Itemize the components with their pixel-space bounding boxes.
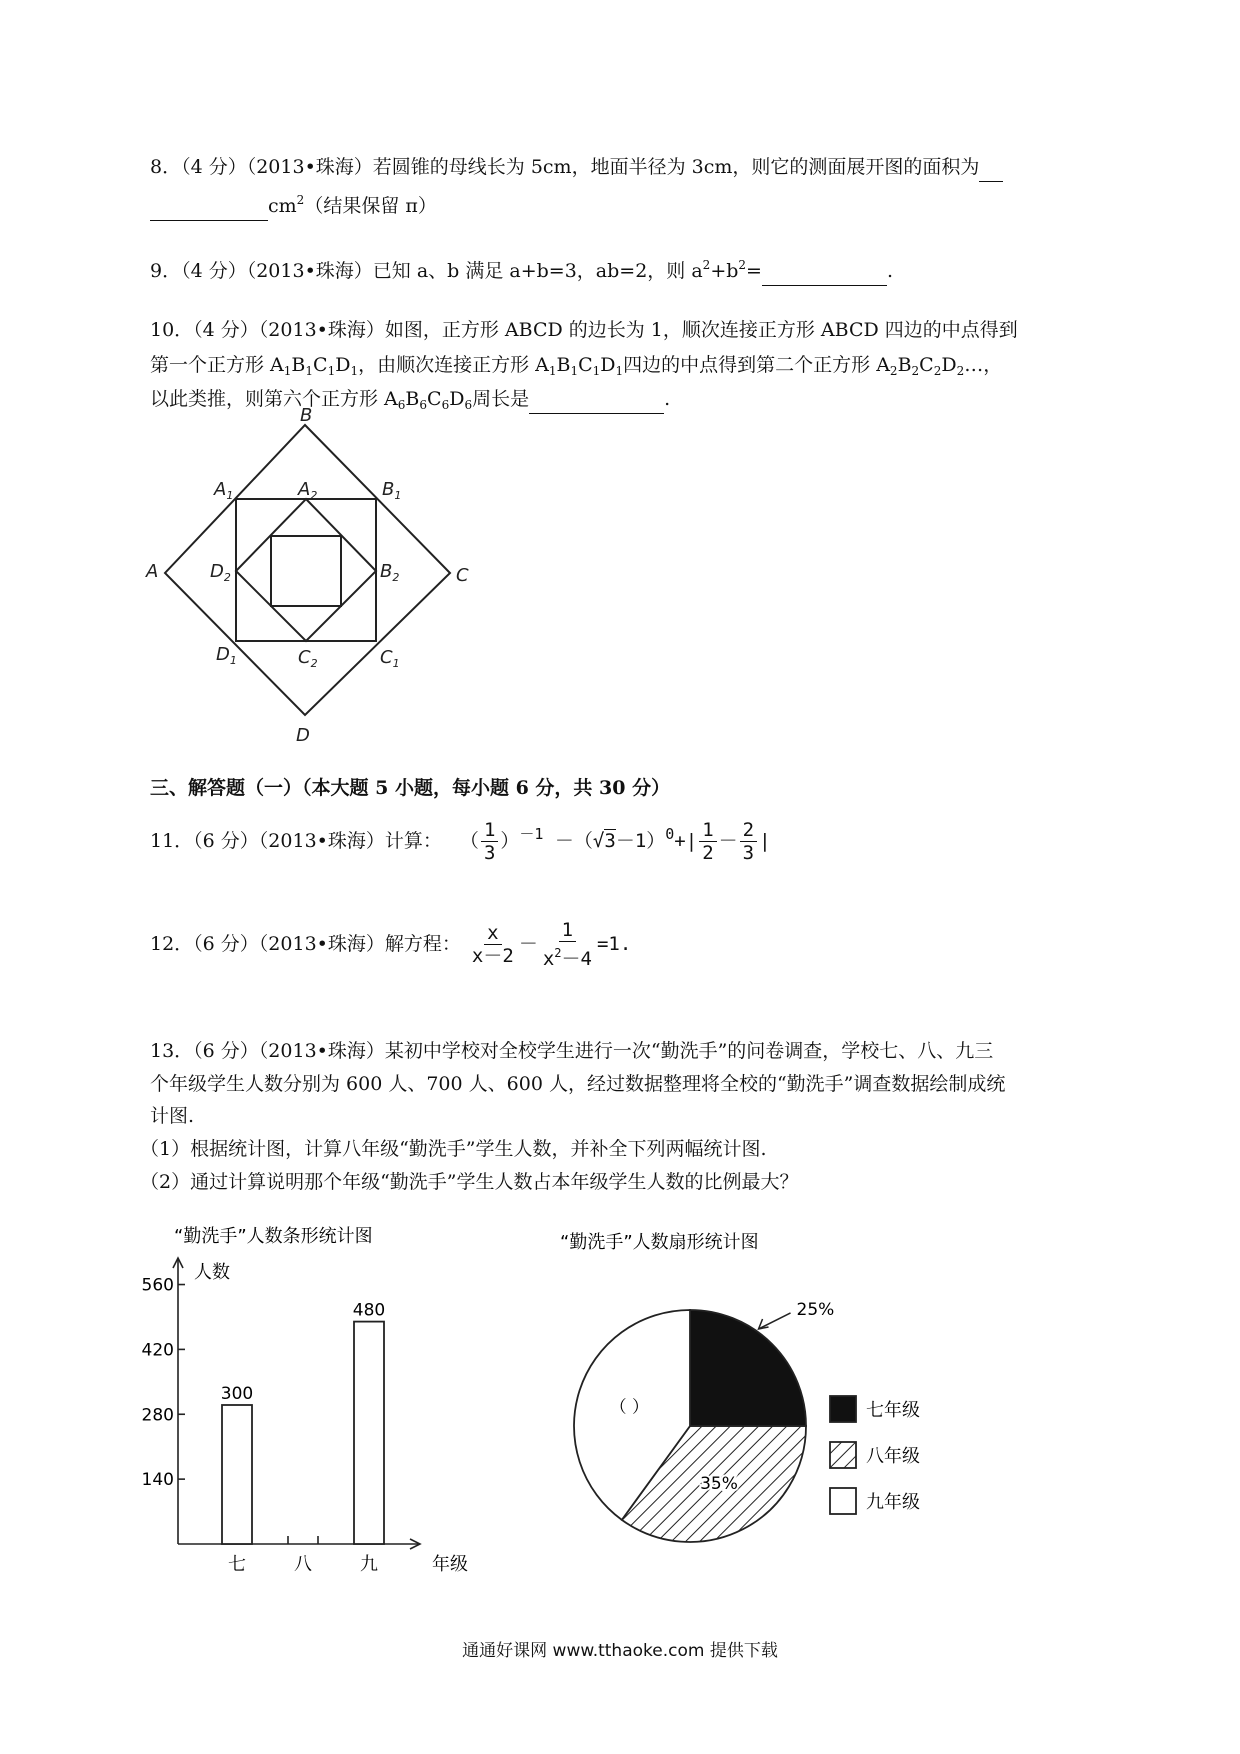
pie-slice-label: （ ） — [609, 1397, 650, 1418]
q12-line — [150, 918, 631, 970]
q8-unit: cm — [268, 195, 297, 217]
q10-text1: 10．（4 分）（2013•珠海）如图，正方形 ABCD 的边长为 1，顺次连接正方形 ABCD 四边的中点得到 — [150, 319, 1018, 341]
bar-category-label: 七 — [228, 1554, 246, 1575]
square-A2B2C2D2 — [236, 499, 376, 641]
label-B: B — [300, 405, 313, 426]
q13-line2: 个年级学生人数分别为 600 人、700 人、600 人，经过数据整理将全校的“勤洗手”调查数据绘制成统 — [150, 1073, 1006, 1095]
section3-title: 三、解答题（一）（本大题 5 小题，每小题 6 分，共 30 分） — [150, 777, 671, 799]
label-C1: $C_1$ — [380, 647, 400, 670]
q13-line1: 13．（6 分）（2013•珠海）某初中学校对全校学生进行一次“勤洗手”的问卷调查，学校七、八、九三 — [150, 1040, 994, 1062]
pie-legend-label: 八年级 — [866, 1446, 920, 1467]
q8-line2 — [150, 186, 437, 221]
q8-text: 8．（4 分）（2013•珠海）若圆锥的母线长为 5cm，地面半径为 3cm，则它的测面展开图的面积为 — [150, 156, 980, 178]
bar-y-tick-label: 140 — [141, 1470, 174, 1491]
q13-line3: 计图. — [150, 1105, 195, 1127]
square-ABCD — [165, 425, 450, 715]
q13-sub1: （1）根据统计图，计算八年级“勤洗手”学生人数，并补全下列两幅统计图. — [140, 1138, 767, 1160]
pie-legend-swatch — [830, 1442, 856, 1468]
bar-chart-xlabel: 年级 — [432, 1554, 468, 1575]
pie-legend-label: 九年级 — [866, 1492, 920, 1513]
q10-text3a: 以此类推，则第六个正方形 A — [150, 388, 398, 410]
label-D: D — [296, 725, 310, 746]
q8-unit-exp: 2 — [296, 193, 305, 207]
label-A2: $A_2$ — [298, 479, 318, 502]
label-B1: $B_1$ — [382, 479, 402, 502]
q10-line1 — [150, 316, 1018, 344]
q10-line3: 以此类推，则第六个正方形 $A_6B_6C_6D_6$周长是 . — [150, 385, 670, 419]
pie-slice-label: 35% — [700, 1473, 738, 1494]
bar-value-label: 300 — [220, 1384, 254, 1404]
label-C: C — [456, 565, 469, 586]
q9-text: 9．（4 分）（2013•珠海）已知 a、b 满足 a+b=3，ab=2，则 a — [150, 260, 703, 282]
q11-expression: （ $\frac{1}{3}$ ）$^{-1} -(√3-1)^0+|$ $\frac{1}{2}$ － $\frac{2}{3}$ | — [459, 819, 771, 864]
bar-y-tick-label: 420 — [141, 1340, 174, 1361]
nested-squares-figure — [140, 405, 480, 745]
label-A1: $A_1$ — [214, 479, 234, 502]
bar-category-label: 八 — [294, 1554, 312, 1575]
q10-text3b: 周长是 — [472, 388, 530, 410]
q12-text: 12．（6 分）（2013•珠海）解方程： — [150, 933, 461, 955]
label-B2: $B_2$ — [380, 561, 400, 584]
q9-exp1: 2 — [702, 258, 711, 272]
square-A1B1C1D1 — [236, 499, 376, 641]
pie-legend-swatch — [830, 1488, 856, 1514]
q9-end: . — [886, 260, 894, 282]
square-A3B3C3D3 — [271, 536, 341, 606]
q9-mid: +b — [710, 260, 739, 282]
q8-line1 — [150, 153, 1003, 182]
q10-text2d: …， — [964, 354, 1003, 376]
label-C2: $C_2$ — [298, 647, 318, 670]
bar-九 — [354, 1322, 384, 1544]
q12-equation: $\frac{x}{x-2}$ － $\frac{1}{x^2-4}$ =1. — [471, 919, 632, 970]
pie-legend-swatch — [830, 1396, 856, 1422]
q9-blank — [762, 257, 887, 286]
bar-chart-ylabel: 人数 — [194, 1262, 230, 1283]
bar-chart-title: “勤洗手”人数条形统计图 — [174, 1226, 373, 1247]
footer: 通通好课网 www.tthaoke.com 提供下载 — [462, 1641, 778, 1661]
bar-chart — [141, 1218, 495, 1588]
pie-slice-label: 25% — [796, 1299, 835, 1320]
pie-chart-title: “勤洗手”人数扇形统计图 — [560, 1232, 759, 1253]
q13-sub2: （2）通过计算说明那个年级“勤洗手”学生人数占本年级学生人数的比例最大？ — [140, 1171, 799, 1193]
q10-text2b: ，由顺次连接正方形 A — [358, 354, 549, 376]
bar-y-tick-label: 280 — [141, 1405, 174, 1426]
q9-exp2: 2 — [738, 258, 747, 272]
pie-slice-七年级 — [690, 1310, 806, 1426]
q11-line — [150, 810, 771, 865]
q10-line2: 第一个正方形 $A_1B_1C_1D_1$，由顺次连接正方形 $A_1B_1C_1D_1$四边的中点得到第二个正方形 $A_2B_2C_2D_2\dots$， — [150, 354, 1003, 378]
pie-chart — [560, 1228, 980, 1578]
bar-七 — [222, 1405, 252, 1544]
q8-suffix: （结果保留 π） — [304, 195, 437, 217]
label-D2: $D_2$ — [210, 561, 231, 584]
q10-text2c: 四边的中点得到第二个正方形 A — [623, 354, 890, 376]
bar-category-label: 九 — [360, 1554, 378, 1575]
label-D1: $D_1$ — [216, 644, 237, 667]
bar-value-label: 480 — [352, 1300, 386, 1321]
q11-text: 11．（6 分）（2013•珠海）计算： — [150, 830, 442, 852]
q9-eq: = — [746, 260, 762, 282]
q8-blank-part1 — [979, 153, 1003, 182]
q9-line — [150, 251, 893, 286]
pie-legend-label: 七年级 — [866, 1400, 920, 1421]
q10-blank — [529, 385, 664, 414]
label-A: A — [146, 561, 159, 582]
pie-label-arrow — [759, 1313, 791, 1329]
bar-y-tick-label: 560 — [141, 1275, 174, 1296]
q8-blank-part2 — [150, 192, 268, 221]
q10-text2a: 第一个正方形 A — [150, 354, 284, 376]
q10-end: . — [664, 388, 671, 410]
